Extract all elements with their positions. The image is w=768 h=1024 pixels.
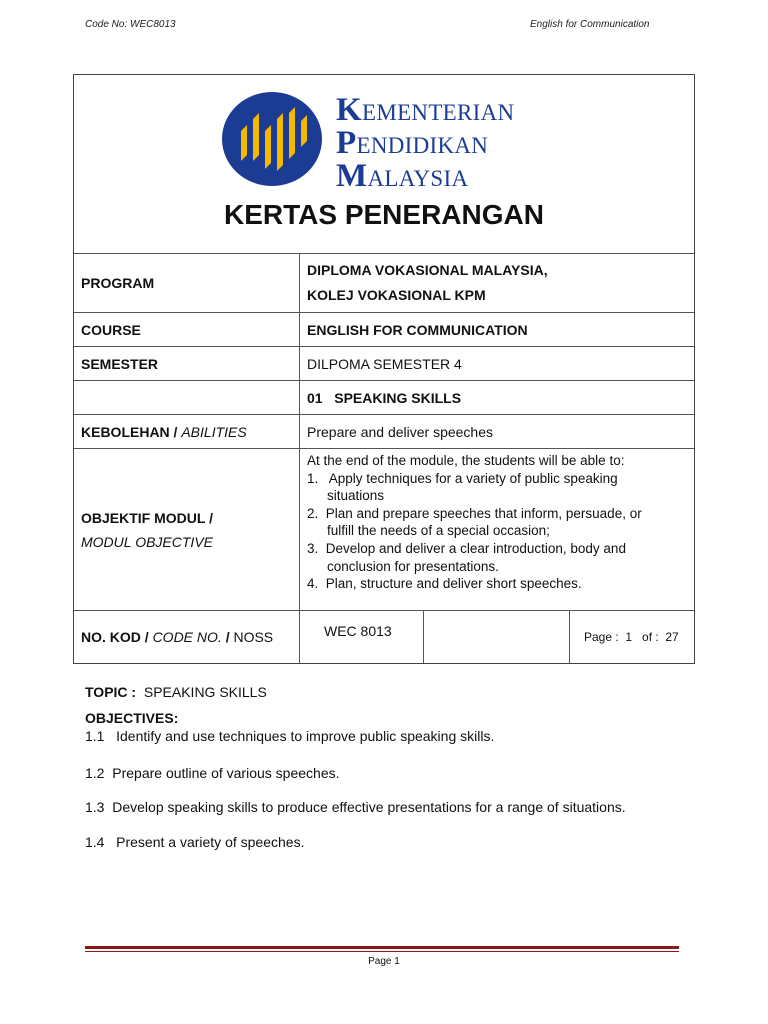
logo-area [74,75,694,254]
objective-item: 4. Plan, structure and deliver short speeches. [307,576,582,592]
header-code: Code No: WEC8013 [85,19,176,30]
objective-line: 1.1 Identify and use techniques to improve public speaking skills. [85,728,495,744]
code-empty-cell [424,611,570,663]
footer-page-number: Page 1 [368,956,400,967]
program-value: DIPLOMA VOKASIONAL MALAYSIA, KOLEJ VOKASIONAL KPM [307,262,548,303]
footer-rule [85,946,679,949]
skill-row [74,381,694,415]
objective-line: 1.2 Prepare outline of various speeches. [85,765,340,781]
course-row [74,313,694,347]
course-label: COURSE [74,313,300,346]
info-sheet-table [73,74,695,664]
skill-label-empty [74,381,300,414]
program-row [74,253,694,313]
code-label: NO. KOD / CODE NO. / NOSS [74,611,300,663]
header-subject: English for Communication [530,19,650,30]
topic-line: TOPIC : SPEAKING SKILLS [85,684,267,700]
objective-item: 3. Develop and deliver a clear introduction, body and conclusion for presentations. [307,540,630,574]
course-value: ENGLISH FOR COMMUNICATION [307,321,528,338]
ministry-wordmark: KEMENTERIAN PENDIDIKAN MALAYSIA [336,92,515,194]
code-value: WEC 8013 [300,611,424,663]
abilities-value: Prepare and deliver speeches [307,423,494,440]
abilities-label: KEBOLEHAN / ABILITIES [74,415,300,448]
objectives-heading: OBJECTIVES: [85,710,179,726]
page-count: Page : 1 of : 27 [584,630,679,644]
document-title: KERTAS PENERANGAN [224,199,544,230]
code-row [74,611,694,663]
objective-value [300,449,694,610]
objective-item: 1. Apply techniques for a variety of public speaking situations [307,470,622,504]
objective-row [74,449,694,611]
semester-label: SEMESTER [74,347,300,380]
objective-line: 1.4 Present a variety of speeches. [85,834,305,850]
program-label: PROGRAM [74,253,300,312]
objective-intro: At the end of the module, the students will be able to: [307,453,625,468]
skill-value: 01 SPEAKING SKILLS [307,389,462,406]
objective-item: 2. Plan and prepare speeches that inform, persuade, or fulfill the needs of a special occasion; [307,505,646,539]
objective-line: 1.3 Develop speaking skills to produce effective presentations for a range of situations. [85,799,626,815]
footer-rule-thin [85,951,679,952]
ministry-emblem-icon [221,91,323,187]
abilities-row [74,415,694,449]
semester-value: DILPOMA SEMESTER 4 [307,355,462,372]
semester-row [74,347,694,381]
objective-label: OBJEKTIF MODUL / MODUL OBJECTIVE [74,449,300,610]
